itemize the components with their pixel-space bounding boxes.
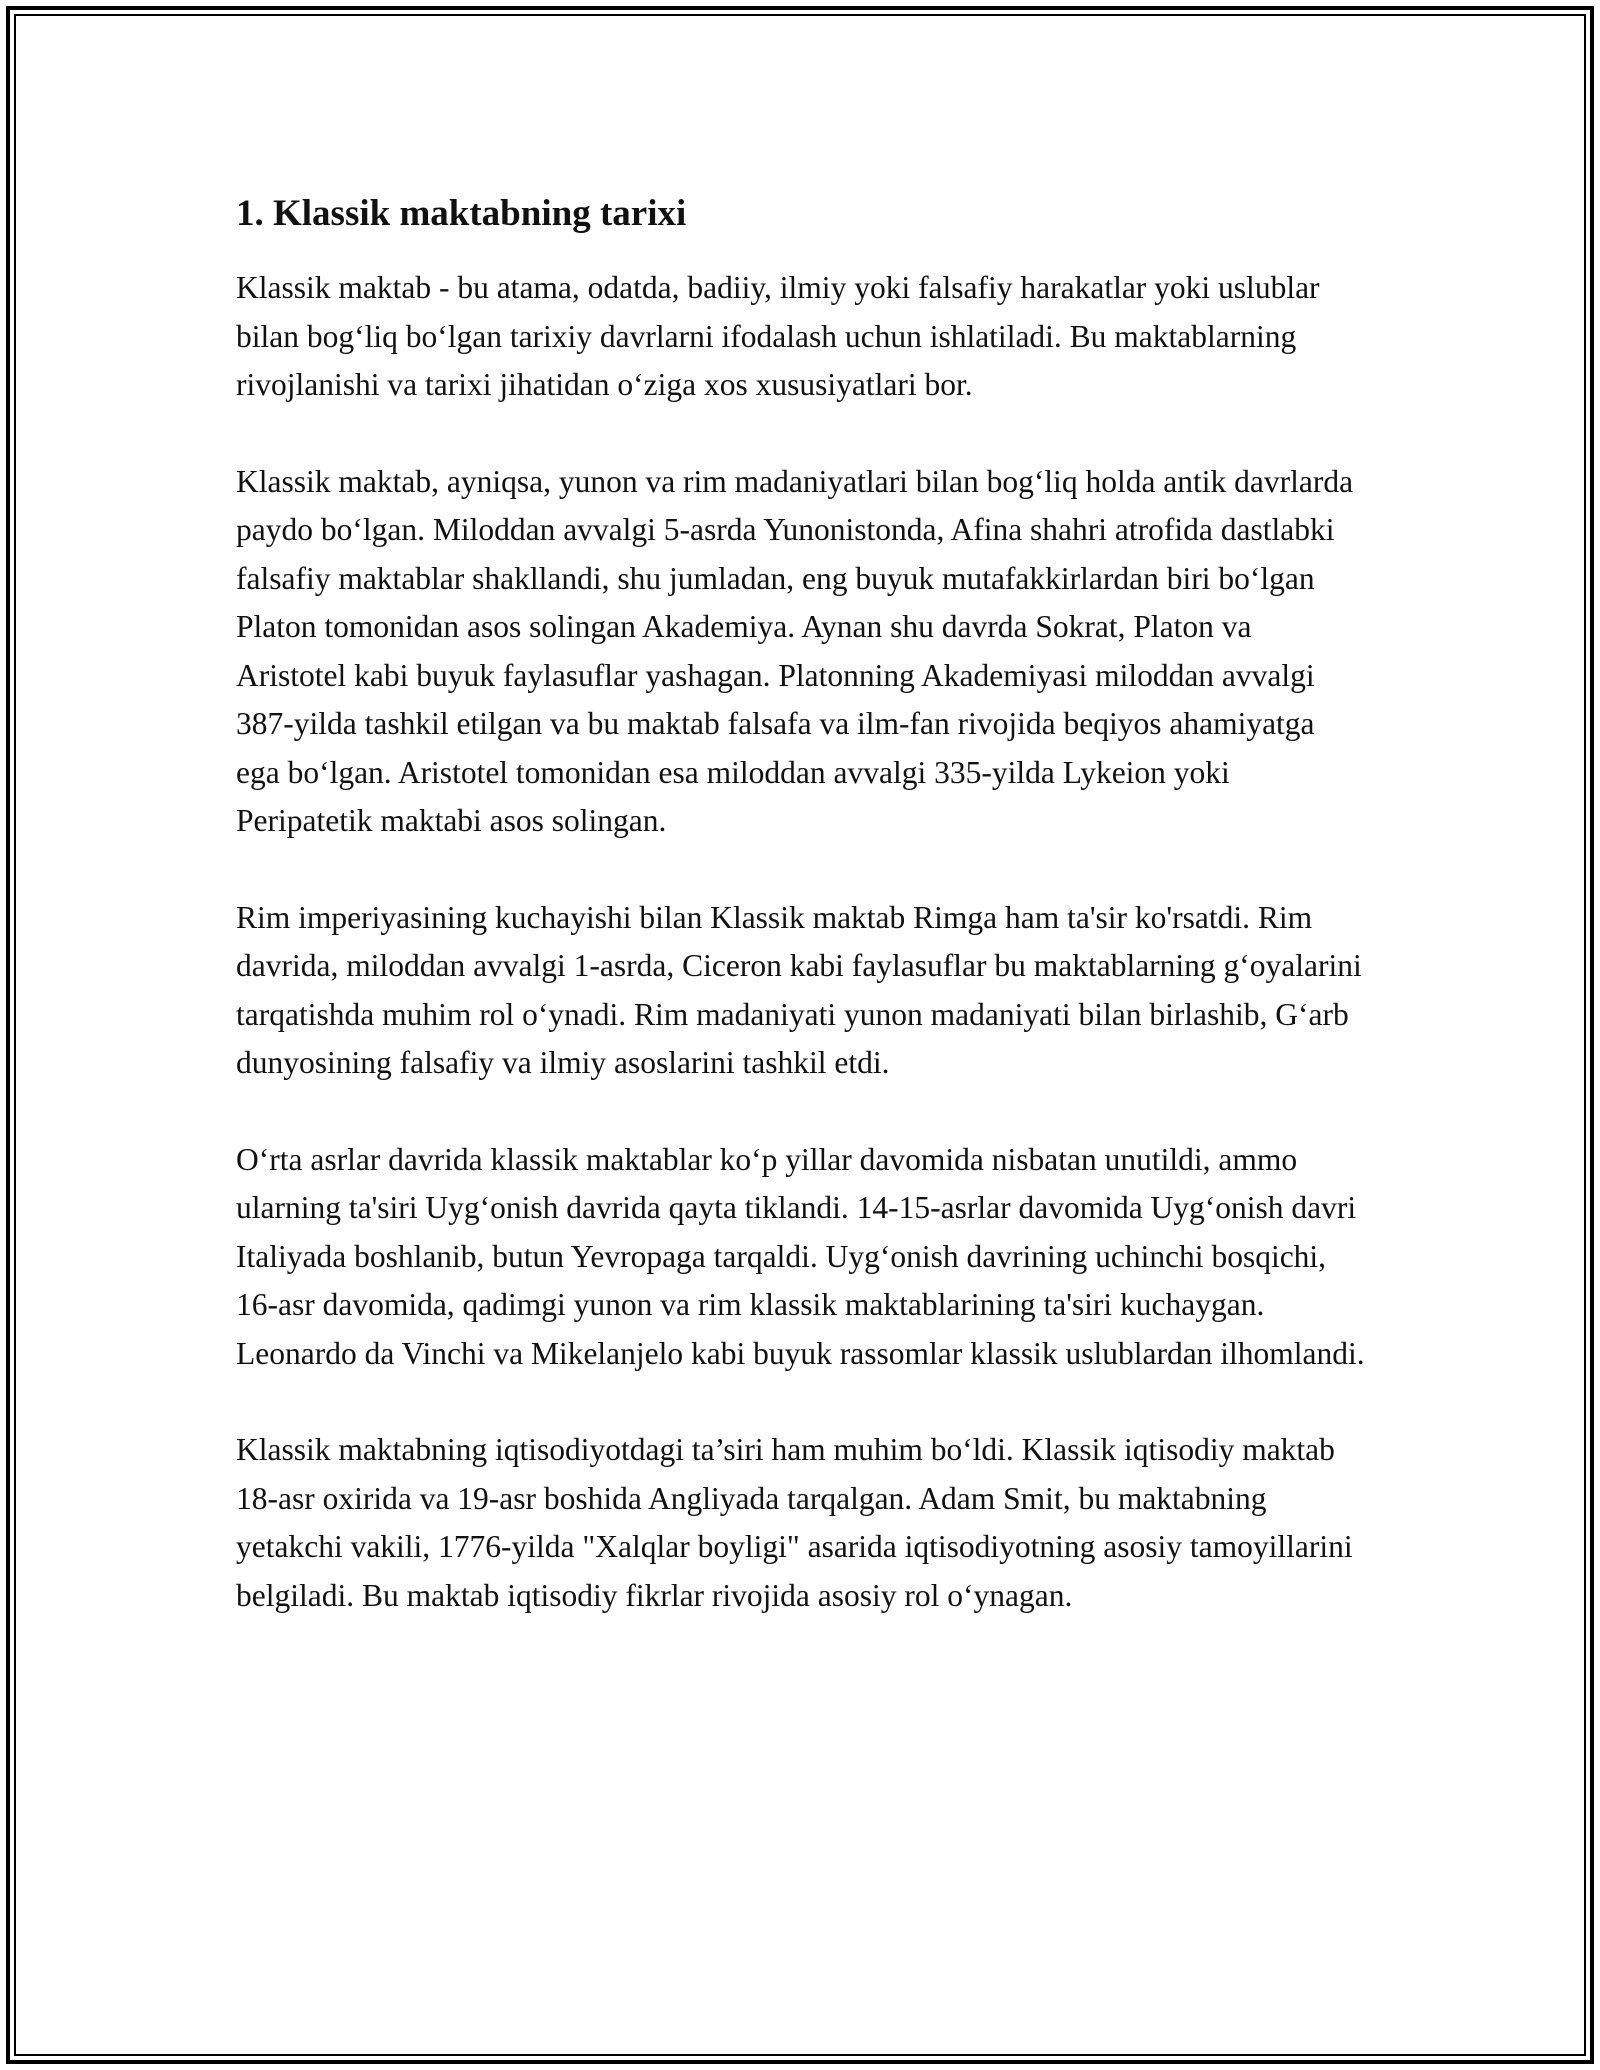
document-body bbox=[236, 186, 1366, 1668]
paragraph-5: Klassik maktabning iqtisodiyotdagi ta’siri ham muhim bo‘ldi. Klassik iqtisodiy maktab 18-asr oxirida va 19-asr boshida Angliyada tarqalgan. Adam Smit, bu maktabning yetakchi vakili, 1776-yilda "Xalqlar boyligi" asarida iqtisodiyotning asosiy tamoyillarini belgiladi. Bu maktab iqtisodiy fikrlar rivojida asosiy rol o‘ynagan. bbox=[236, 1432, 1353, 1613]
paragraph-3: Rim imperiyasining kuchayishi bilan Klassik maktab Rimga ham ta'sir ko'rsatdi. Rim davrida, miloddan avvalgi 1-asrda, Ciceron kabi faylasuflar bu maktablarning g‘oyalarini tarqatishda muhim rol o‘ynadi. Rim madaniyati yunon madaniyati bilan birlashib, G‘arb dunyosining falsafiy va ilmiy asoslarini tashkil etdi. bbox=[236, 899, 1362, 1080]
section-heading: 1. Klassik maktabning tarixi bbox=[236, 193, 687, 234]
paragraph-2: Klassik maktab, ayniqsa, yunon va rim madaniyatlari bilan bog‘liq holda antik davrlarda paydo bo‘lgan. Miloddan avvalgi 5-asrda Yunonistonda, Afina shahri atrofida dastlabki falsafiy maktablar shakllandi, shu jumladan, eng buyuk mutafakkirlardan biri bo‘lgan Platon tomonidan asos solingan Akademiya. Aynan shu davrda Sokrat, Platon va Aristotel kabi buyuk faylasuflar yashagan. Platonning Akademiyasi miloddan avvalgi 387-yilda tashkil etilgan va bu maktab falsafa va ilm-fan rivojida beqiyos ahamiyatga ega bo‘lgan. Aristotel tomonidan esa miloddan avvalgi 335-yilda Lykeion yoki Peripatetik maktabi asos solingan. bbox=[236, 463, 1354, 838]
paragraph-1: Klassik maktab - bu atama, odatda, badiiy, ilmiy yoki falsafiy harakatlar yoki uslublar bilan bog‘liq bo‘lgan tarixiy davrlarni ifodalash uchun ishlatiladi. Bu maktablarning rivojlanishi va tarixi jihatidan o‘ziga xos xususiyatlari bor. bbox=[236, 270, 1320, 402]
paragraph-4: O‘rta asrlar davrida klassik maktablar ko‘p yillar davomida nisbatan unutildi, ammo ularning ta'siri Uyg‘onish davrida qayta tiklandi. 14-15-asrlar davomida Uyg‘onish davri Italiyada boshlanib, butun Yevropaga tarqaldi. Uyg‘onish davrining uchinchi bosqichi, 16-asr davomida, qadimgi yunon va rim klassik maktablarining ta'siri kuchaygan. Leonardo da Vinchi va Mikelanjelo kabi buyuk rassomlar klassik uslublardan ilhomlandi. bbox=[236, 1141, 1365, 1371]
